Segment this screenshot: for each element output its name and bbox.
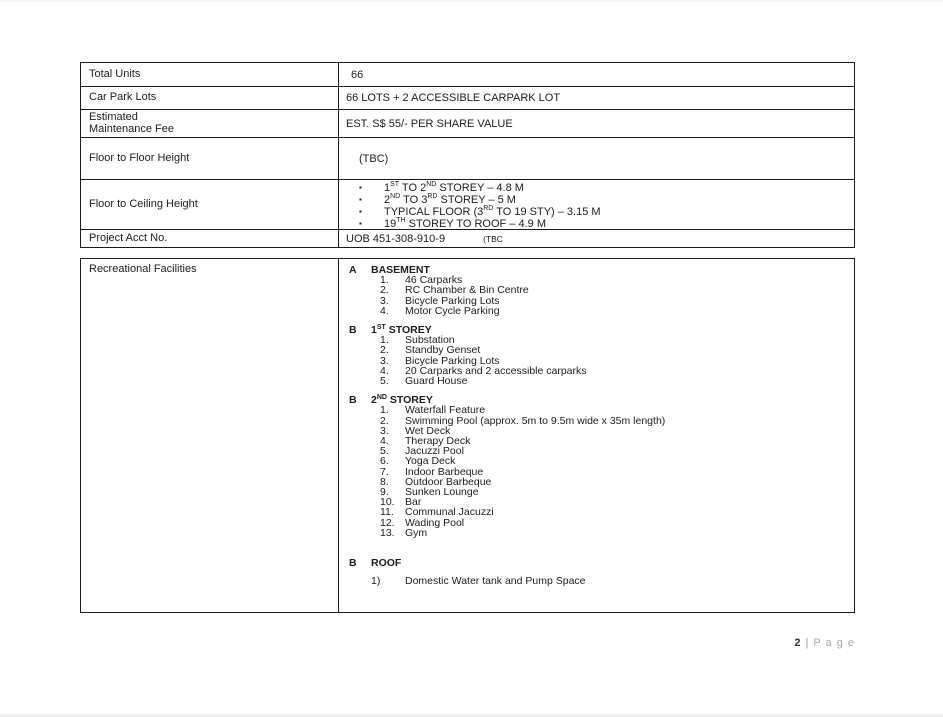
page-number: 2 — [794, 637, 802, 649]
row-value: EST. S$ 55/- PER SHARE VALUE — [346, 117, 513, 130]
row-label — [81, 110, 339, 137]
item-text: Standby Genset — [405, 344, 481, 357]
item-text: Therapy Deck — [405, 435, 471, 448]
table-row — [81, 179, 854, 229]
text-segment: TO 3 — [400, 194, 428, 206]
item-number: 2. — [380, 414, 389, 427]
table-row — [81, 109, 854, 137]
row-label: Car Park Lots — [81, 87, 339, 109]
text-segment: 1 — [384, 182, 391, 194]
item-text: Domestic Water tank and Pump Space — [405, 575, 586, 588]
item-number: 4. — [380, 364, 389, 377]
table-row — [81, 86, 854, 109]
item-text: RC Chamber & Bin Centre — [405, 284, 529, 297]
list-item — [349, 487, 846, 497]
table-row — [81, 63, 854, 86]
square-bullet-icon: ▪ — [359, 183, 362, 192]
ordinal-suffix: ND — [426, 181, 437, 188]
row-label: Project Acct No. — [81, 230, 339, 247]
ordinal-suffix: RD — [483, 205, 494, 212]
item-text: Sunken Lounge — [405, 486, 479, 499]
ordinal-suffix: TH — [396, 217, 406, 224]
item-number: 3. — [380, 354, 389, 367]
bullet-line — [359, 218, 854, 230]
item-number: 1) — [371, 575, 381, 588]
item-number: 10. — [380, 496, 395, 509]
row-value: 66 — [351, 68, 364, 81]
row-value: (TBC) — [359, 152, 389, 165]
facilities-section-roof — [349, 558, 846, 586]
square-bullet-icon: ▪ — [359, 195, 362, 204]
item-number: 5. — [380, 375, 389, 388]
text-segment: STOREY TO ROOF – 4.9 M — [405, 218, 546, 230]
item-text: Bicycle Parking Lots — [405, 294, 500, 307]
ordinal-suffix: ND — [390, 193, 401, 200]
item-number: 7. — [380, 465, 389, 478]
item-number: 4. — [380, 304, 389, 317]
section-letter: B — [349, 557, 357, 570]
item-text: Substation — [405, 334, 455, 347]
item-text: 20 Carparks and 2 accessible carparks — [405, 364, 587, 377]
item-text: Swimming Pool (approx. 5m to 9.5m wide x 35m length) — [405, 414, 666, 427]
list-item — [349, 306, 846, 316]
item-number: 6. — [380, 455, 389, 468]
section-title: 1 — [371, 324, 377, 337]
item-number: 9. — [380, 486, 389, 499]
item-text: Bicycle Parking Lots — [405, 354, 500, 367]
item-number: 5. — [380, 445, 389, 458]
table-row — [81, 229, 854, 247]
facilities-section-basement — [349, 265, 846, 316]
item-text: Waterfall Feature — [405, 404, 486, 417]
item-number: 1. — [380, 404, 389, 417]
item-text: Gym — [405, 526, 428, 539]
item-number: 13. — [380, 526, 395, 539]
text-segment: 19 — [384, 218, 397, 230]
item-number: 8. — [380, 475, 389, 488]
item-text: Jacuzzi Pool — [405, 445, 464, 458]
text-segment: TO 2 — [399, 182, 427, 194]
square-bullet-icon: ▪ — [359, 207, 362, 216]
account-number: UOB 451-308-910-9 — [346, 232, 446, 245]
page-top-edge — [0, 0, 943, 2]
item-number: 2. — [380, 344, 389, 357]
facilities-table — [80, 258, 855, 613]
text-segment: TO 19 STY) – 3.15 M — [493, 206, 601, 218]
ceiling-height-bullet-list — [339, 180, 854, 229]
item-number: 3. — [380, 294, 389, 307]
ordinal-suffix: ST — [390, 181, 400, 188]
facilities-section-second-storey — [349, 395, 846, 538]
item-text: Bar — [405, 496, 422, 509]
item-text: Outdoor Barbeque — [405, 475, 492, 488]
item-number: 2. — [380, 284, 389, 297]
section-title: BASEMENT — [371, 264, 430, 276]
list-item — [349, 376, 846, 386]
text-segment: TYPICAL FLOOR (3 — [384, 206, 484, 218]
bullet-line — [359, 194, 854, 206]
text-segment: STOREY – 5 M — [437, 194, 516, 206]
row-value — [339, 230, 854, 247]
item-text: Communal Jacuzzi — [405, 506, 494, 519]
page-footer — [794, 637, 855, 649]
section-title: STOREY — [386, 394, 433, 407]
item-text: Yoga Deck — [405, 455, 456, 468]
row-value: 66 LOTS + 2 ACCESSIBLE CARPARK LOT — [346, 92, 561, 104]
footer-separator: | — [805, 637, 810, 649]
ordinal-suffix: ST — [376, 324, 386, 332]
text-segment: STOREY – 4.8 M — [436, 182, 524, 194]
label-line: Maintenance Fee — [89, 122, 174, 135]
footer-page-word: P a g e — [813, 637, 855, 649]
section-letter: B — [349, 324, 357, 337]
table-row — [81, 137, 854, 179]
facilities-section-first-storey — [349, 325, 846, 386]
item-text: Motor Cycle Parking — [405, 304, 500, 317]
section-title: STOREY — [385, 324, 432, 337]
spec-table — [80, 62, 855, 248]
label-line: Estimated — [89, 111, 138, 123]
item-text: Guard House — [405, 375, 468, 388]
account-note: (TBC — [483, 233, 503, 244]
facilities-list — [339, 259, 854, 612]
item-text: Indoor Barbeque — [405, 465, 484, 478]
list-item — [349, 528, 846, 538]
row-label: Total Units — [81, 63, 339, 86]
item-text: Wet Deck — [405, 424, 451, 437]
item-number: 1. — [380, 334, 389, 347]
list-item — [349, 576, 846, 586]
ordinal-suffix: ND — [376, 394, 387, 402]
item-number: 12. — [380, 516, 395, 529]
item-number: 4. — [380, 435, 389, 448]
bullet-line — [359, 206, 854, 218]
section-title: ROOF — [371, 557, 402, 570]
row-label: Floor to Floor Height — [81, 138, 339, 179]
item-number: 1. — [380, 274, 389, 287]
section-header — [349, 558, 846, 568]
row-label: Floor to Ceiling Height — [81, 180, 339, 229]
square-bullet-icon: ▪ — [359, 219, 362, 228]
row-label: Recreational Facilities — [81, 259, 339, 612]
section-letter: A — [349, 264, 357, 276]
table-row — [81, 259, 854, 612]
text-segment: 2 — [384, 194, 391, 206]
item-number: 11. — [380, 506, 394, 519]
item-text: Wading Pool — [405, 516, 465, 529]
ordinal-suffix: RD — [427, 193, 438, 200]
item-text: 46 Carparks — [405, 274, 463, 287]
section-title: 2 — [371, 394, 377, 407]
section-letter: B — [349, 394, 357, 407]
item-number: 3. — [380, 424, 389, 437]
